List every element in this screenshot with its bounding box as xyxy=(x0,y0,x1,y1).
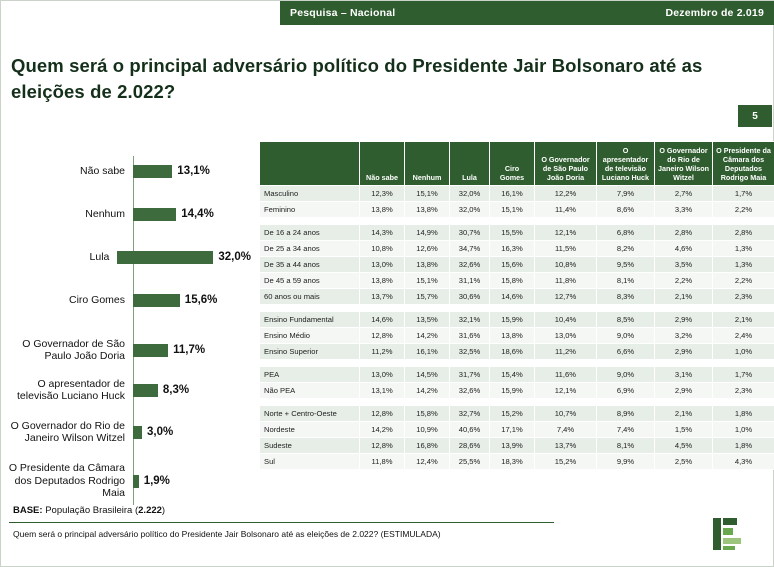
table-cell: 15,6% xyxy=(490,257,535,273)
table-cell: 9,0% xyxy=(597,328,655,344)
table-row xyxy=(260,186,774,202)
table-cell: 7,9% xyxy=(597,186,655,202)
table-cell: 1,0% xyxy=(713,422,774,438)
crosstab-table xyxy=(259,141,774,470)
bar-category-label: Não sabe xyxy=(80,164,125,177)
table-cell: 2,4% xyxy=(713,328,774,344)
header-survey-label: Pesquisa – Nacional xyxy=(290,7,396,19)
bar-fill xyxy=(133,208,176,221)
table-cell: 12,1% xyxy=(535,225,597,241)
bar-row xyxy=(1,414,251,450)
table-row-label: Sul xyxy=(260,454,360,470)
table-cell: 15,4% xyxy=(490,367,535,383)
table-cell: 14,2% xyxy=(360,422,405,438)
table-row-label: Masculino xyxy=(260,186,360,202)
footer-divider xyxy=(9,522,554,523)
bar-row xyxy=(1,242,251,272)
table-row-label: De 45 a 59 anos xyxy=(260,273,360,289)
table-cell: 18,6% xyxy=(490,344,535,360)
table-group-spacer xyxy=(260,399,774,406)
table-cell: 13,0% xyxy=(360,367,405,383)
table-cell: 14,9% xyxy=(405,225,450,241)
table-cell: 34,7% xyxy=(450,241,490,257)
table-cell: 14,6% xyxy=(360,312,405,328)
table-cell: 6,8% xyxy=(597,225,655,241)
table-cell: 16,1% xyxy=(490,186,535,202)
bar-value-label: 1,9% xyxy=(143,475,170,487)
table-row xyxy=(260,454,774,470)
table-corner-header xyxy=(260,142,360,186)
table-spacer-row xyxy=(260,399,774,406)
table-cell: 32,0% xyxy=(450,202,490,218)
table-cell: 32,6% xyxy=(450,257,490,273)
table-cell: 12,1% xyxy=(535,383,597,399)
table-cell: 10,8% xyxy=(360,241,405,257)
table-row xyxy=(260,328,774,344)
bar-value-label: 8,3% xyxy=(162,384,190,396)
table-cell: 15,5% xyxy=(490,225,535,241)
table-cell: 8,9% xyxy=(597,406,655,422)
bar-value-label: 13,1% xyxy=(177,165,210,177)
table-cell: 14,5% xyxy=(405,367,450,383)
bar-wrap xyxy=(133,344,205,357)
table-spacer-row xyxy=(260,360,774,367)
table-cell: 2,1% xyxy=(655,406,713,422)
table-row-label: De 16 a 24 anos xyxy=(260,225,360,241)
table-cell: 25,5% xyxy=(450,454,490,470)
table-cell: 4,3% xyxy=(713,454,774,470)
table-row-label: Nordeste xyxy=(260,422,360,438)
table-cell: 2,1% xyxy=(713,312,774,328)
table-cell: 1,8% xyxy=(713,406,774,422)
table-head xyxy=(260,142,774,186)
bar-category-label: O Governador do Rio de Janeiro Wilson Witzel xyxy=(10,419,125,444)
table-row-label: Ensino Médio xyxy=(260,328,360,344)
table-row xyxy=(260,241,774,257)
table-row xyxy=(260,422,774,438)
table-cell: 13,8% xyxy=(405,202,450,218)
table-cell: 12,2% xyxy=(535,186,597,202)
table-cell: 18,3% xyxy=(490,454,535,470)
table-cell: 10,4% xyxy=(535,312,597,328)
table-cell: 10,7% xyxy=(535,406,597,422)
table-cell: 15,1% xyxy=(405,186,450,202)
table-cell: 4,5% xyxy=(655,438,713,454)
header-date-label: Dezembro de 2.019 xyxy=(665,7,764,19)
table-cell: 10,9% xyxy=(405,422,450,438)
bar-fill xyxy=(133,344,168,357)
page-title: Quem será o principal adversário político do Presidente Jair Bolsonaro até as eleições de 2.022? xyxy=(11,55,703,102)
table-row-label: Ensino Fundamental xyxy=(260,312,360,328)
table-cell: 9,9% xyxy=(597,454,655,470)
bar-category-label: Nenhum xyxy=(85,207,125,220)
table-cell: 11,5% xyxy=(535,241,597,257)
logo-icon xyxy=(711,516,751,552)
table-cell: 12,7% xyxy=(535,289,597,305)
table-cell: 3,2% xyxy=(655,328,713,344)
table-cell: 11,4% xyxy=(535,202,597,218)
table-row-label: PEA xyxy=(260,367,360,383)
table-cell: 15,2% xyxy=(535,454,597,470)
table-cell: 16,1% xyxy=(405,344,450,360)
table-cell: 15,8% xyxy=(405,406,450,422)
table-cell: 15,2% xyxy=(490,406,535,422)
table-cell: 1,3% xyxy=(713,257,774,273)
bar-wrap xyxy=(117,251,251,264)
table-cell: 12,8% xyxy=(360,406,405,422)
table-cell: 9,0% xyxy=(597,367,655,383)
base-note xyxy=(13,505,165,516)
table-row xyxy=(260,289,774,305)
table-cell: 31,6% xyxy=(450,328,490,344)
bar-value-label: 11,7% xyxy=(173,344,206,356)
table-cell: 3,5% xyxy=(655,257,713,273)
table-cell: 15,8% xyxy=(490,273,535,289)
table-column-header: O apresentador de televisão Luciano Huck xyxy=(597,142,655,186)
table-cell: 30,6% xyxy=(450,289,490,305)
table-row-label: De 35 a 44 anos xyxy=(260,257,360,273)
table-cell: 15,9% xyxy=(490,312,535,328)
table-spacer-row xyxy=(260,305,774,312)
table-cell: 1,3% xyxy=(713,241,774,257)
bar-chart xyxy=(1,141,251,501)
table-cell: 16,3% xyxy=(490,241,535,257)
bar-wrap xyxy=(133,294,217,307)
table-cell: 11,2% xyxy=(360,344,405,360)
table-cell: 9,5% xyxy=(597,257,655,273)
table-cell: 13,0% xyxy=(535,328,597,344)
table-cell: 1,8% xyxy=(713,438,774,454)
table-cell: 13,9% xyxy=(490,438,535,454)
brand-logo xyxy=(711,516,751,552)
bar-wrap xyxy=(133,208,214,221)
table-cell: 13,8% xyxy=(490,328,535,344)
table-cell: 30,7% xyxy=(450,225,490,241)
table-row-label: Norte + Centro-Oeste xyxy=(260,406,360,422)
table-cell: 6,6% xyxy=(597,344,655,360)
table-cell: 15,7% xyxy=(405,289,450,305)
table-cell: 6,9% xyxy=(597,383,655,399)
table-cell: 13,8% xyxy=(405,257,450,273)
table-cell: 2,9% xyxy=(655,383,713,399)
table-cell: 2,8% xyxy=(655,225,713,241)
table-cell: 32,5% xyxy=(450,344,490,360)
table-row xyxy=(260,202,774,218)
base-value: 2.222 xyxy=(138,505,162,516)
table-column-header: Não sabe xyxy=(360,142,405,186)
table-cell: 32,6% xyxy=(450,383,490,399)
table-cell: 10,8% xyxy=(535,257,597,273)
bar-wrap xyxy=(133,426,173,439)
bar-value-label: 14,4% xyxy=(181,208,214,220)
table-row-label: De 25 a 34 anos xyxy=(260,241,360,257)
table-cell: 2,3% xyxy=(713,289,774,305)
bar-fill xyxy=(133,165,172,178)
bar-fill xyxy=(133,384,158,397)
table-cell: 11,8% xyxy=(360,454,405,470)
table-cell: 14,3% xyxy=(360,225,405,241)
table-cell: 15,1% xyxy=(490,202,535,218)
table-cell: 14,6% xyxy=(490,289,535,305)
table-cell: 2,9% xyxy=(655,344,713,360)
table-row-label: 60 anos ou mais xyxy=(260,289,360,305)
table-cell: 13,5% xyxy=(405,312,450,328)
table-cell: 8,1% xyxy=(597,438,655,454)
table-cell: 2,2% xyxy=(655,273,713,289)
base-suffix: ) xyxy=(161,505,166,516)
table-row xyxy=(260,225,774,241)
table-cell: 4,6% xyxy=(655,241,713,257)
table-cell: 2,5% xyxy=(655,454,713,470)
table-cell: 8,3% xyxy=(597,289,655,305)
bar-category-label: Lula xyxy=(89,250,110,263)
table-cell: 2,7% xyxy=(655,186,713,202)
table-row-label: Sudeste xyxy=(260,438,360,454)
bar-value-label: 32,0% xyxy=(218,251,251,263)
table-body xyxy=(260,186,774,470)
table-row xyxy=(260,438,774,454)
table-cell: 13,7% xyxy=(360,289,405,305)
table-cell: 13,8% xyxy=(360,202,405,218)
bar-fill xyxy=(133,294,180,307)
table-row xyxy=(260,273,774,289)
table-row xyxy=(260,367,774,383)
bar-wrap xyxy=(133,165,210,178)
table-cell: 1,7% xyxy=(713,367,774,383)
bar-category-label: O Presidente da Câmara dos Deputados Rodrigo Maia xyxy=(8,462,125,500)
table-column-header: Nenhum xyxy=(405,142,450,186)
table-column-header: Lula xyxy=(450,142,490,186)
table-group-spacer xyxy=(260,360,774,367)
table-row-label: Feminino xyxy=(260,202,360,218)
bar-fill xyxy=(117,251,213,264)
table-cell: 8,2% xyxy=(597,241,655,257)
bar-row xyxy=(1,328,251,372)
crosstab-container xyxy=(259,141,771,470)
table-cell: 3,1% xyxy=(655,367,713,383)
table-row xyxy=(260,383,774,399)
table-cell: 1,7% xyxy=(713,186,774,202)
table-cell: 2,9% xyxy=(655,312,713,328)
table-cell: 2,8% xyxy=(713,225,774,241)
table-column-header: O Governador de São Paulo João Doria xyxy=(535,142,597,186)
table-row-label: Não PEA xyxy=(260,383,360,399)
table-cell: 15,1% xyxy=(405,273,450,289)
table-cell: 32,7% xyxy=(450,406,490,422)
slide-number-badge: 5 xyxy=(738,105,772,127)
base-prefix: BASE: xyxy=(13,505,43,516)
bar-wrap xyxy=(133,475,170,488)
table-cell: 3,3% xyxy=(655,202,713,218)
table-cell: 2,3% xyxy=(713,383,774,399)
table-cell: 7,4% xyxy=(597,422,655,438)
table-cell: 8,6% xyxy=(597,202,655,218)
title-block xyxy=(11,53,751,105)
table-cell: 31,7% xyxy=(450,367,490,383)
table-cell: 13,0% xyxy=(360,257,405,273)
table-cell: 15,9% xyxy=(490,383,535,399)
table-column-header: Ciro Gomes xyxy=(490,142,535,186)
table-row-label: Ensino Superior xyxy=(260,344,360,360)
table-group-spacer xyxy=(260,218,774,225)
bar-category-label: O apresentador de televisão Luciano Huck xyxy=(17,377,125,402)
table-cell: 2,2% xyxy=(713,273,774,289)
table-cell: 13,8% xyxy=(360,273,405,289)
table-cell: 28,6% xyxy=(450,438,490,454)
table-cell: 12,4% xyxy=(405,454,450,470)
table-cell: 1,0% xyxy=(713,344,774,360)
table-cell: 11,2% xyxy=(535,344,597,360)
bar-row xyxy=(1,199,251,229)
header-bar xyxy=(280,1,774,25)
bar-row xyxy=(1,371,251,409)
table-column-header: O Presidente da Câmara dos Deputados Rodrigo Maia xyxy=(713,142,774,186)
table-cell: 12,3% xyxy=(360,186,405,202)
table-cell: 11,6% xyxy=(535,367,597,383)
table-cell: 32,1% xyxy=(450,312,490,328)
table-cell: 12,6% xyxy=(405,241,450,257)
footer-note: Quem será o principal adversário político do Presidente Jair Bolsonaro até as eleições de 2.022? (ESTIMULADA) xyxy=(13,529,441,539)
table-cell: 2,1% xyxy=(655,289,713,305)
table-cell: 8,1% xyxy=(597,273,655,289)
table-cell: 14,2% xyxy=(405,328,450,344)
table-group-spacer xyxy=(260,305,774,312)
table-row xyxy=(260,312,774,328)
table-row xyxy=(260,344,774,360)
table-cell: 13,1% xyxy=(360,383,405,399)
bar-row xyxy=(1,156,251,186)
table-row xyxy=(260,406,774,422)
base-text: População Brasileira ( xyxy=(45,505,139,516)
table-cell: 40,6% xyxy=(450,422,490,438)
table-cell: 2,2% xyxy=(713,202,774,218)
table-cell: 7,4% xyxy=(535,422,597,438)
table-row xyxy=(260,257,774,273)
table-cell: 32,0% xyxy=(450,186,490,202)
table-cell: 1,5% xyxy=(655,422,713,438)
bar-category-label: Ciro Gomes xyxy=(68,293,125,306)
table-cell: 31,1% xyxy=(450,273,490,289)
bar-row xyxy=(1,457,251,505)
table-header-row xyxy=(260,142,774,186)
table-cell: 13,7% xyxy=(535,438,597,454)
bar-row xyxy=(1,285,251,315)
table-spacer-row xyxy=(260,218,774,225)
table-column-header: O Governador do Rio de Janeiro Wilson Witzel xyxy=(655,142,713,186)
bar-wrap xyxy=(133,384,189,397)
table-cell: 17,1% xyxy=(490,422,535,438)
bar-category-label: O Governador de São Paulo João Doria xyxy=(22,337,125,362)
table-cell: 14,2% xyxy=(405,383,450,399)
table-cell: 12,8% xyxy=(360,438,405,454)
table-cell: 16,8% xyxy=(405,438,450,454)
table-cell: 8,5% xyxy=(597,312,655,328)
bar-fill xyxy=(133,426,142,439)
bar-value-label: 3,0% xyxy=(147,426,174,438)
bar-value-label: 15,6% xyxy=(184,294,218,306)
table-cell: 11,8% xyxy=(535,273,597,289)
table-cell: 12,8% xyxy=(360,328,405,344)
